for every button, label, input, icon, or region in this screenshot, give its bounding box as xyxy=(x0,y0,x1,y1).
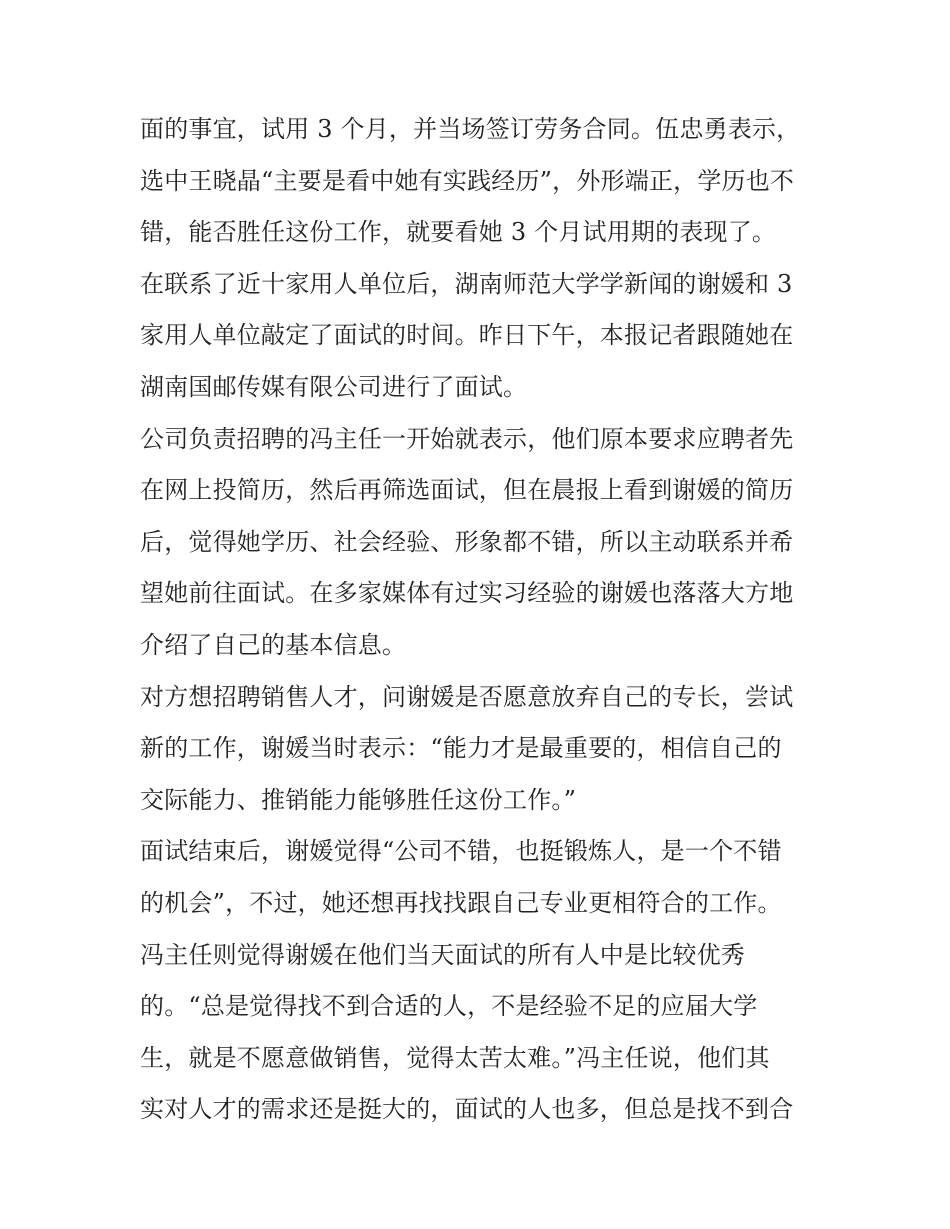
text-line: 在网上投简历，然后再筛选面试，但在晨报上看到谢媛的简历 xyxy=(140,476,794,505)
text-line: 家用人单位敲定了面试的时间。昨日下午，本报记者跟随她在 xyxy=(140,321,794,350)
text-line: 的机会”，不过，她还想再找找跟自己专业更相符合的工作。 xyxy=(140,888,782,917)
text-line: 后，觉得她学历、社会经验、形象都不错，所以主动联系并希 xyxy=(140,527,794,556)
text-line: 冯主任则觉得谢媛在他们当天面试的所有人中是比较优秀 xyxy=(140,940,745,969)
text-line: 新的工作，谢媛当时表示：“能力才是最重要的，相信自己的 xyxy=(140,734,782,763)
text-line: 的。“总是觉得找不到合适的人，不是经验不足的应届大学 xyxy=(140,992,758,1021)
text-line: 对方想招聘销售人才，问谢媛是否愿意放弃自己的专长，尝试 xyxy=(140,682,794,711)
text-line: 在联系了近十家用人单位后，湖南师范大学学新闻的谢媛和 3 xyxy=(140,269,793,298)
text-line: 望她前往面试。在多家媒体有过实习经验的谢媛也落落大方地 xyxy=(140,579,794,608)
text-line: 公司负责招聘的冯主任一开始就表示，他们原本要求应聘者先 xyxy=(140,424,794,453)
text-line: 错，能否胜任这份工作，就要看她 3 个月试用期的表现了。 xyxy=(140,218,777,247)
text-line: 介绍了自己的基本信息。 xyxy=(140,630,407,659)
text-line: 实对人才的需求还是挺大的，面试的人也多，但总是找不到合 xyxy=(140,1095,794,1124)
body-text xyxy=(140,104,820,1136)
text-line: 选中王晓晶“主要是看中她有实践经历”，外形端正，学历也不 xyxy=(140,166,795,195)
text-line: 生，就是不愿意做销售，觉得太苦太难。”冯主任说，他们其 xyxy=(140,1043,770,1072)
text-line: 面的事宜，试用 3 个月，并当场签订劳务合同。伍忠勇表示， xyxy=(140,115,801,143)
text-line: 面试结束后，谢媛觉得“公司不错，也挺锻炼人，是一个不错 xyxy=(140,837,782,866)
text-line: 湖南国邮传媒有限公司进行了面试。 xyxy=(140,372,528,401)
text-line: 交际能力、推销能力能够胜任这份工作。” xyxy=(140,785,577,814)
